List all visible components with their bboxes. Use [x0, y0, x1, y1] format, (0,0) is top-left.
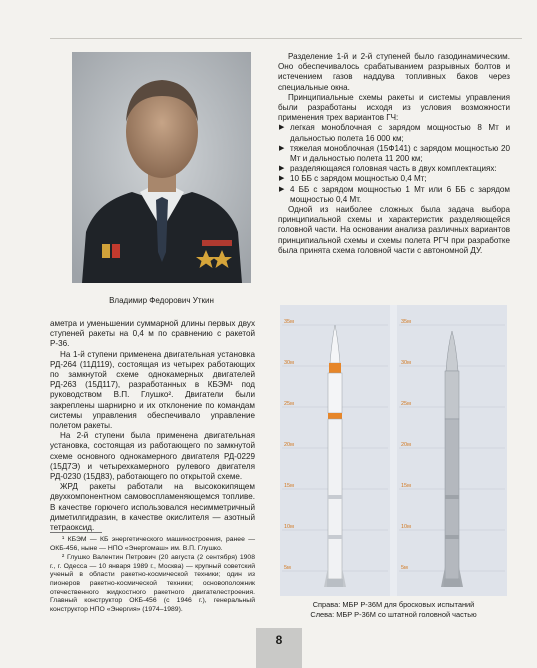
scale-label: 15м: [401, 483, 411, 489]
rocket-diagram: [280, 305, 507, 596]
paragraph: Принципиальные схемы ракеты и системы управления были разработаны исходя из условия возможности применения трех вариантов ГЧ:: [278, 92, 510, 123]
scale-label: 30м: [401, 360, 411, 366]
paragraph: На 1-й ступени применена двигательная установка РД-264 (11Д119), состоящая из четырех работающих по замкнутой схеме однокамерных двигателей РД-263 (15Д117), разработанных в КБЭМ¹ под руководством В.П. Глушко². Двигатели были закреплены шарнирно и их отклонение по командам системы управления обеспечивало управление полетом ракеты.: [50, 349, 255, 431]
top-rule: [50, 38, 522, 39]
list-item: ▶ 4 ББ с зарядом мощностью 1 Мт или 6 ББ с зарядом мощностью 0,4 Мт.: [279, 184, 510, 204]
paragraph: На 2-й ступени была применена двигательная установка, состоящая из работающего по замкнутой схеме основного однокамерного двигателя РД-0229 (15Д7Э) и четырехкамерного рулевого двигателя РД-0230 (15Д83), работающего по открытой схеме.: [50, 431, 255, 482]
paragraph: Одной из наиболее сложных была задача выбора принципиальной схемы и характеристик разделяющейся головной части. На основании анализа различных вариантов принципиальной схемы и схемы полета РГЧ при разработке была принята схема головной части с автономной ДУ.: [278, 205, 510, 255]
text-column-left: [50, 319, 255, 533]
scale-label: 5м: [401, 565, 408, 571]
scale-label: 25м: [401, 401, 411, 407]
paragraph: аметра и уменьшении суммарной длины первых двух ступеней ракеты на 0,4 м по сравнению с ракетой Р-36.: [50, 319, 255, 349]
scale-label: 30м: [284, 360, 294, 366]
footnote: ² Глушко Валентин Петрович (20 августа (2 сентября) 1908 г., г. Одесса — 10 января 1989 г., Москва) — крупный советский ученый в области ракетно-космической техники; один из пионеров ракетно-космической техники; основоположник отечественного жидкостного ракетного двигателестроения. Главный конструктор ОКБ-456 (с 1946 г.), генеральный конструктор НПО «Энергия» (1974–1989).: [50, 554, 255, 613]
list-item: ▶ легкая моноблочная с зарядом мощностью 8 Мт и дальностью полета 16 000 км;: [279, 123, 510, 143]
footnotes: [50, 536, 255, 615]
paragraph: ЖРД ракеты работали на высококипящем двухкомпонентном самовоспламеняющемся топливе. В качестве горючего использовался несимметричный диметилгидразин, в качестве окислителя — азотный тетраоксид.: [50, 482, 255, 533]
scale-label: 5м: [284, 565, 291, 571]
rocket-r36m-test: [441, 331, 463, 587]
triangle-bullet-icon: ▶: [279, 185, 285, 193]
list-item: ▶ 10 ББ с зарядом мощностью 0,4 Мт;: [279, 174, 427, 184]
page-number: 8: [275, 633, 283, 647]
list-item: ▶ тяжелая моноблочная (15Ф141) с зарядом мощностью 20 Мт и дальностью полета 11 200 км;: [279, 143, 510, 164]
portrait-photo: [72, 52, 251, 283]
triangle-bullet-icon: ▶: [279, 165, 285, 173]
paragraph: Разделение 1-й и 2-й ступеней было газодинамическим. Оно обеспечивалось срабатыванием разрывных болтов и истечением газов наддува топливных баков через специальные окна.: [278, 52, 510, 92]
scale-label: 35м: [401, 319, 411, 325]
scale-label: 10м: [284, 524, 294, 530]
text-column-right: [278, 52, 510, 256]
scale-label: 15м: [284, 483, 294, 489]
scale-label: 35м: [284, 319, 294, 325]
figure-caption: [280, 600, 507, 619]
rocket-r36m-standard: [324, 325, 346, 587]
scale-label: 20м: [284, 442, 294, 448]
figure-caption-line: Справа: МБР Р-36М для бросковых испытаний: [312, 600, 475, 609]
triangle-bullet-icon: ▶: [279, 144, 285, 152]
photo-caption: Владимир Федорович Уткин: [109, 296, 214, 305]
list-item: ▶ разделяющаяся головная часть в двух комплектациях:: [279, 164, 497, 174]
footnote-rule: [50, 532, 102, 533]
figure-caption-line: Слева: МБР Р-36М со штатной головной частью: [310, 609, 477, 619]
triangle-bullet-icon: ▶: [279, 175, 285, 183]
triangle-bullet-icon: ▶: [279, 124, 285, 132]
bullet-list: [278, 123, 510, 205]
scale-label: 10м: [401, 524, 411, 530]
scale-label: 25м: [284, 401, 294, 407]
scale-label: 20м: [401, 442, 411, 448]
footnote: ¹ КБЭМ — КБ энергетического машиностроения, ранее — ОКБ-456, ныне — НПО «Энергомаш» им. В.П. Глушко.: [50, 536, 255, 552]
